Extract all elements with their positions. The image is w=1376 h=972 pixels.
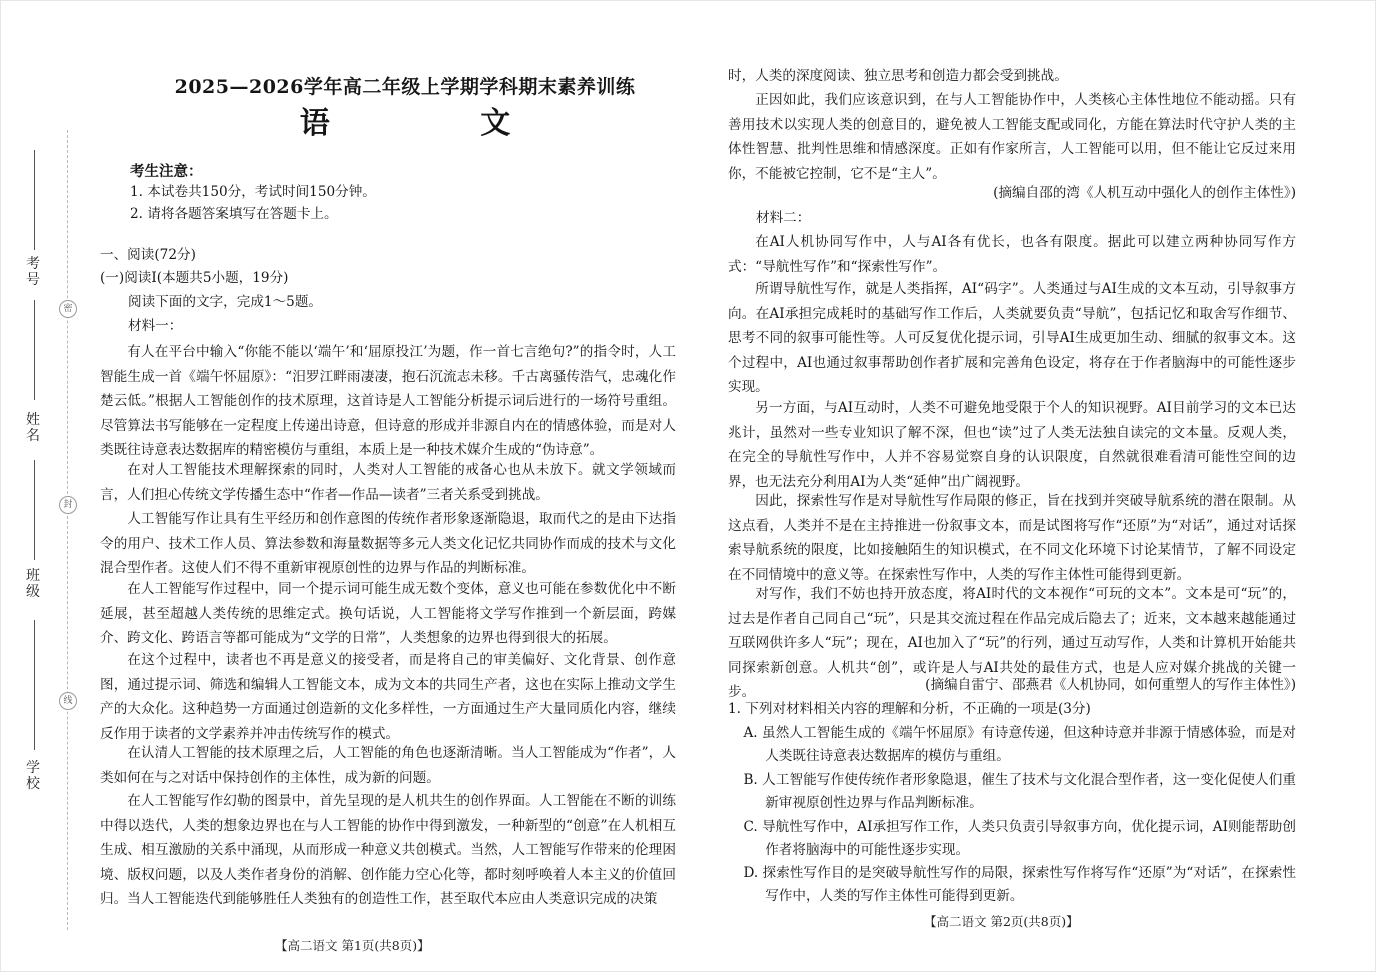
class-label: 班级 (26, 568, 40, 600)
source-citation: (摘编自雷宁、邵燕君《人机协同，如何重塑人的写作主体性》) (925, 677, 1296, 693)
passage-paragraph: 在对人工智能技术理解探索的同时，人类对人工智能的戒备心也从未放下。就文学领域而言，人们担心传统文学传播生态中“作者—作品—读者”三者关系受到挑战。 (100, 462, 676, 503)
passage-paragraph: 因此，探索性写作是对导航性写作局限的修正，旨在找到并突破导航系统的潜在限制。从这点看，人类并不是在主持推进一份叙事文本，而是试图将写作“还原”为“对话”，通过对话探索导航系统的限度，比如接触陌生的知识模式，在不同文化环境下讨论某情节，了解不同设定在不同情境中的意义等。在探索性写作中，人类的写作主体性可能得到更新。 (728, 493, 1296, 583)
notice-item-2: 2. 请将各题答案填写在答题卡上。 (130, 206, 338, 222)
passage-paragraph: 有人在平台中输入“你能不能以‘端午’和‘屈原投江’为题，作一首七言绝句?”的指令时，人工智能生成一首《端午怀屈原》：“汨罗江畔雨凄凄，抱石沉流志未移。千古离骚传浩气，忠魂化作楚云低。”根据人工智能创作的技术原理，这首诗是人工智能分析提示词后进行的一场符号重组。尽管算法书写能够在一定程度上传递出诗意，但诗意的形成并非源自内在的情感体验，而是对人类既往诗意表达数据库的精密模仿与重组，本质上是一种技术媒介生成的“伪诗意”。 (100, 344, 676, 458)
name-label: 姓名 (26, 412, 40, 444)
exam-number-blank[interactable] (34, 150, 35, 250)
exam-number-label: 考号 (26, 256, 40, 288)
reading-instruction: 阅读下面的文字，完成1～5题。 (128, 294, 323, 310)
material-1-label: 材料一： (128, 318, 183, 334)
passage-paragraph: 在AI人机协同写作中，人与AI各有优长，也各有限度。据此可以建立两种协同写作方式：“导航性写作”和“探索性写作”。 (728, 234, 1296, 275)
passage-paragraph: 在认清人工智能的技术原理之后，人工智能的角色也逐渐清晰。当人工智能成为“作者”，人类如何在与之对话中保持创作的主体性，成为新的问题。 (100, 745, 676, 786)
section-heading: 一、阅读(72分) (100, 247, 196, 263)
name-blank[interactable] (34, 300, 35, 400)
question-1-stem: 1. 下列对材料相关内容的理解和分析，不正确的一项是(3分) (728, 701, 1091, 717)
page-2 (728, 0, 1296, 972)
binding-margin (0, 0, 90, 972)
passage-paragraph: 在这个过程中，读者也不再是意义的接受者，而是将自己的审美偏好、文化背景、创作意图，通过提示词、筛选和编辑人工智能文本，成为文本的共同生产者，这也在实际上推动文学生产的大众化。这种趋势一方面通过创造新的文化多样性，一方面通过生产大量同质化内容，继续反作用于读者的文学素养并冲击传统写作的模式。 (100, 652, 676, 742)
page-footer: 【高二语文 第1页(共8页)】 (275, 938, 430, 953)
passage-paragraph: 在人工智能写作幻勒的图景中，首先呈现的是人机共生的创作界面。人工智能在不断的训练中得以迭代，人类的想象边界也在与人工智能的协作中得到激发，一种新型的“创意”在人机相互生成、相互激励的关系中涌现，从而形成一种意义共创模式。当然，人工智能写作带来的伦理困境、版权问题，以及人类作者身份的消解、创作能力空心化等，都时刻呼唤着人本主义的价值回归。当人工智能迭代到能够胜任人类独有的创造性工作，甚至取代本应由人类意识完成的决策 (100, 793, 676, 907)
passage-paragraph: 对写作，我们不妨也持开放态度，将AI时代的文本视作“可玩的文本”。文本是可“玩”的，过去是作者自己同自己“玩”，只是其交流过程在作品完成后隐去了；近来，文本越来越能通过互联网供许多人“玩”；现在，AI也加入了“玩”的行列，通过互动写作，人类和计算机开始能共同探索新创意。人机共“创”，或许是人与AI共处的最佳方式，也是人应对媒介挑战的关键一步。 (728, 586, 1296, 700)
page-1 (100, 0, 676, 972)
question-1-option-d: D. 探索性写作目的是突破导航性写作的局限，探索性写作将写作“还原”为“对话”，在探索性写作中，人类的写作主体性可能得到更新。 (743, 865, 1296, 904)
passage-paragraph: 所谓导航性写作，就是人类指挥，AI“码字”。人类通过与AI生成的文本互动，引导叙事方向。在AI承担完成耗时的基础写作工作后，人类就要负责“导航”，包括记忆和取舍写作细节、思考不同的叙事可能性等。人可反复优化提示词，引导AI生成更加生动、细腻的叙事文本。这个过程中，AI也通过叙事帮助创作者扩展和完善角色设定，将存在于作者脑海中的可能性逐步实现。 (728, 281, 1296, 395)
subject-title: 语 文 (299, 106, 581, 141)
exam-title: 2025—2026学年高二年级上学期学科期末素养训练 (174, 76, 636, 98)
seal-char-mi: 密 (59, 300, 77, 318)
subsection-heading: (一)阅读Ⅰ(本题共5小题，19分) (100, 270, 289, 286)
seal-char-feng: 封 (59, 496, 77, 514)
question-1-option-c: C. 导航性写作中，AI承担写作工作，人类只负责引导叙事方向，优化提示词，AI则能帮助创作者将脑海中的可能性逐步实现。 (743, 819, 1296, 858)
class-blank[interactable] (34, 460, 35, 560)
question-1-option-b: B. 人工智能写作使传统作者形象隐退，催生了技术与文化混合型作者，这一变化促使人们重新审视原创性边界与作品判断标准。 (743, 772, 1296, 811)
question-1-option-a: A. 虽然人工智能生成的《端午怀屈原》有诗意传递，但这种诗意并非源于情感体验，而是对人类既往诗意表达数据库的模仿与重组。 (743, 725, 1296, 764)
passage-paragraph: 人工智能写作让具有生平经历和创作意图的传统作者形象逐渐隐退，取而代之的是由下达指令的用户、技术工作人员、算法参数和海量数据等多元人类文化记忆共同协作而成的技术与文化混合型作者。这使人们不得不重新审视原创性的边界与作品的判断标准。 (100, 511, 676, 576)
seal-line (67, 130, 68, 930)
source-citation: (摘编自邵的湾《人机互动中强化人的创作主体性》) (993, 185, 1296, 201)
material-2-label: 材料二： (756, 210, 811, 226)
passage-paragraph: 在人工智能写作过程中，同一个提示词可能生成无数个变体，意义也可能在参数优化中不断延展，甚至超越人类传统的思维定式。换句话说，人工智能将文学写作推到一个新层面，跨媒介、跨文化、跨语言等都可能成为“文学的日常”，人类想象的边界也得到很大的拓展。 (100, 581, 676, 646)
passage-paragraph: 正因如此，我们应该意识到，在与人工智能协作中，人类核心主体性地位不能动摇。只有善用技术以实现人类的创意目的，避免被人工智能支配或同化，方能在算法时代守护人类的主体性智慧、批判性思维和情感深度。正如有作家所言，人工智能可以用，但不能让它反过来用你，不能被它控制，它不是“主人”。 (728, 92, 1296, 182)
school-label: 学校 (26, 760, 40, 792)
notice-item-1: 1. 本试卷共150分，考试时间150分钟。 (130, 184, 376, 200)
page-footer: 【高二语文 第2页(共8页)】 (924, 914, 1079, 929)
passage-paragraph: 时，人类的深度阅读、独立思考和创造力都会受到挑战。 (728, 68, 1068, 84)
school-blank[interactable] (34, 620, 35, 750)
seal-char-xian: 线 (59, 692, 77, 710)
passage-paragraph: 另一方面，与AI互动时，人类不可避免地受限于个人的知识视野。AI目前学习的文本已达兆计，虽然对一些专业知识了解不深，但也“读”过了人类无法独自读完的文本量。反观人类，在完全的导航性写作中，人并不容易觉察自身的认识限度，自然就很难看清可能性空间的边界，也无法充分利用AI为人类“延伸”出广阔视野。 (728, 400, 1296, 490)
notice-heading: 考生注意： (130, 163, 203, 180)
